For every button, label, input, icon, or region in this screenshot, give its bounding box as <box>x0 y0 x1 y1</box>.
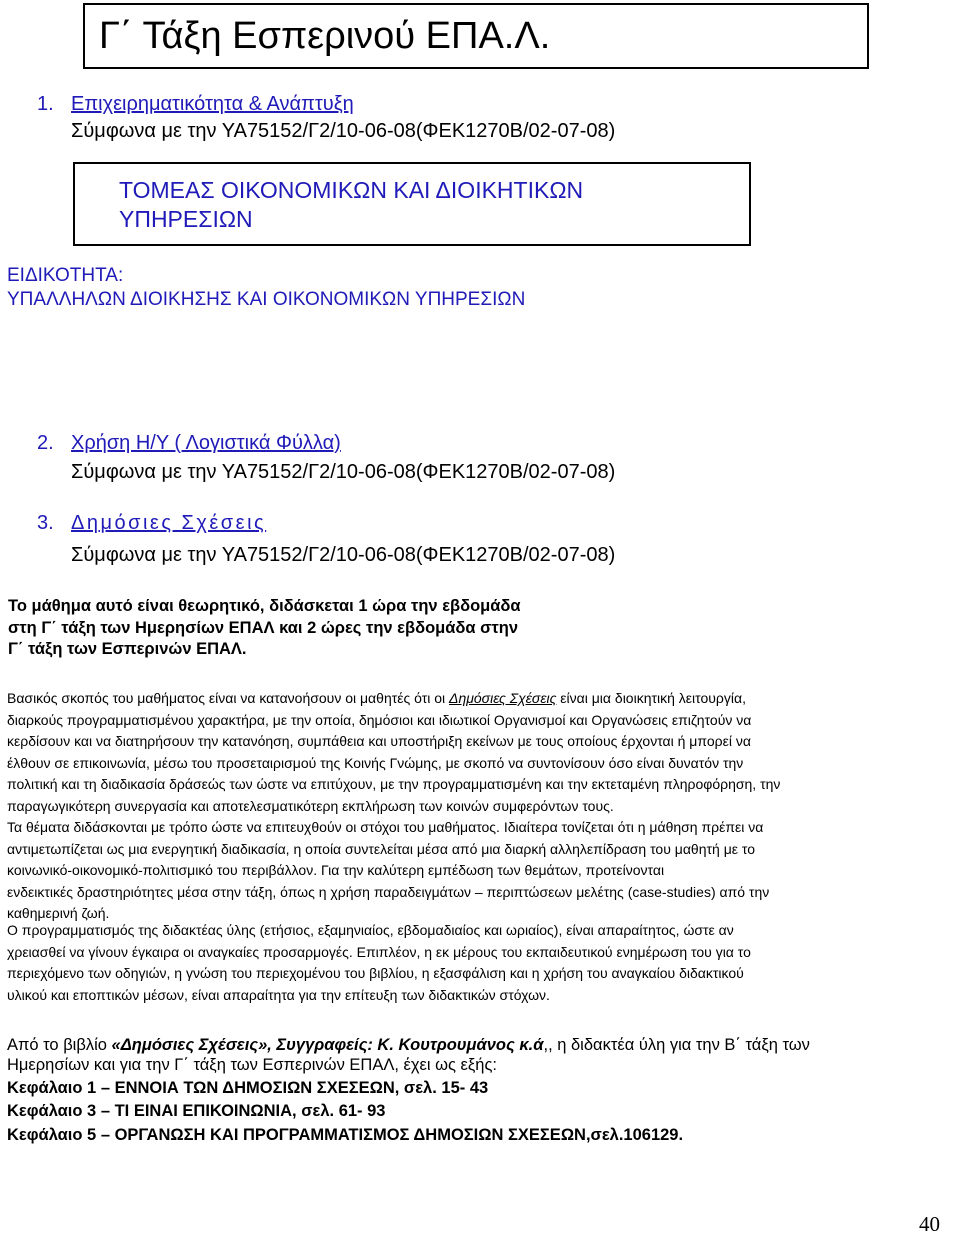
paragraph-line: Ο προγραμματισμός της διδακτέας ύλης (ετήσιος, εξαμηνιαίος, εβδομαδιαίος και ωριαίος), είναι απαραίτητος, ώστε αν <box>7 922 734 938</box>
paragraph-line: ενδεικτικές δραστηριότητες μέσα στην τάξη, όπως η χρήση παραδειγμάτων – περιπτώσεων μελέτης (case-studies) από την <box>7 883 770 900</box>
note-line: Το μάθημα αυτό είναι θεωρητικό, διδάσκεται 1 ώρα την εβδομάδα <box>8 597 521 615</box>
paragraph-purpose <box>7 688 947 817</box>
paragraph-line: περιεχόμενο των οδηγιών, η γνώση του περιεχομένου του βιβλίου, η εξασφάλιση και η χρήση του αναγκαίου διδακτικού <box>7 965 744 981</box>
paragraph-line: καθημερινή ζωή. <box>7 905 110 921</box>
course-number: 2. <box>37 432 54 454</box>
book-reference <box>7 1036 947 1075</box>
specialty-label: ΕΙΔΙΚΟΤΗΤΑ: <box>7 265 124 286</box>
specialty-value: ΥΠΑΛΛΗΛΩΝ ΔΙΟΙΚΗΣΗΣ ΚΑΙ ΟΙΚΟΝΟΜΙΚΩΝ ΥΠΗΡΕΣΙΩΝ <box>7 289 526 310</box>
paragraph-line: κοινωνικό-οικονομικό-πολιτισμικό του περιβάλλον. Για την καλύτερη εμπέδωση των θεμάτων, προτείνονται <box>7 862 665 878</box>
course-reference: Σύμφωνα με την ΥΑ75152/Γ2/10-06-08(ΦΕΚ1270Β/02-07-08) <box>71 461 616 483</box>
chapter-item: Κεφάλαιο 3 – ΤΙ ΕΙΝΑΙ ΕΠΙΚΟΙΝΩΝΙΑ, σελ. 61- 93 <box>7 1102 386 1120</box>
paragraph-line: Τα θέματα διδάσκονται με τρόπο ώστε να επιτευχθούν οι στόχοι του μαθήματος. Ιδιαίτερα τονίζεται ότι η μάθηση πρέπει να <box>7 819 764 835</box>
page-title: Γ΄ Τάξη Εσπερινού ΕΠΑ.Λ. <box>99 15 551 57</box>
sector-title-line2: ΥΠΗΡΕΣΙΩΝ <box>119 206 253 232</box>
course-reference: Σύμφωνα με την ΥΑ75152/Γ2/10-06-08(ΦΕΚ1270Β/02-07-08) <box>71 120 616 142</box>
course-name: Δημόσιες Σχέσεις <box>71 512 267 534</box>
paragraph-teaching <box>7 817 947 925</box>
emphasis-text: Δημόσιες Σχέσεις <box>449 690 557 706</box>
course-reference: Σύμφωνα με την ΥΑ75152/Γ2/10-06-08(ΦΕΚ1270Β/02-07-08) <box>71 544 616 566</box>
course-item-1 <box>37 91 354 117</box>
book-line: Ημερησίων και για την Γ΄ τάξη των Εσπερινών ΕΠΑΛ, έχει ως εξής: <box>7 1055 498 1074</box>
text-run: είναι μια διοικητική λειτουργία, <box>556 690 746 706</box>
chapter-item: Κεφάλαιο 5 – ΟΡΓΑΝΩΣΗ ΚΑΙ ΠΡΟΓΡΑΜΜΑΤΙΣΜΟΣ ΔΗΜΟΣΙΩΝ ΣΧΕΣΕΩΝ,σελ.106129. <box>7 1126 684 1144</box>
note-line: στη Γ΄ τάξη των Ημερησίων ΕΠΑΛ και 2 ώρες την εβδομάδα στην <box>8 618 519 637</box>
paragraph-line: έλθουν σε επικοινωνία, μέσω του προσεταιρισμού της Κοινής Γνώμης, με σκοπό να συντονίσουν όσο είναι δυνατόν την <box>7 754 744 771</box>
paragraph-line: πολιτική και τη διαδικασία δράσεώς των ώστε να επιτύχουν, με την προγραμματισμένη και την εκτεταμένη πληροφόρηση, την <box>7 776 781 792</box>
course-name: Επιχειρηματικότητα & Ανάπτυξη <box>71 93 354 115</box>
book-line <box>7 1036 947 1056</box>
paragraph-planning <box>7 920 947 1006</box>
paragraph-line: κερδίσουν και να διατηρήσουν την κατανόηση, συμπάθεια και υποστήριξη εκείνων με τους οποίους έρχονται ή μπορεί να <box>7 733 751 749</box>
course-number: 3. <box>37 512 54 534</box>
course-item-3 <box>37 510 266 536</box>
sector-box <box>73 162 751 246</box>
paragraph-line: αντιμετωπίζεται ως μια ενεργητική διαδικασία, η οποία συντελείται μέσα από μια διαρκή αλληλεπίδραση του μαθητή με το <box>7 840 756 857</box>
sector-title-line1: ΤΟΜΕΑΣ ΟΙΚΟΝΟΜΙΚΩΝ ΚΑΙ ΔΙΟΙΚΗΤΙΚΩΝ <box>119 177 584 203</box>
note-line: Γ΄ τάξη των Εσπερινών ΕΠΑΛ. <box>8 640 247 658</box>
title-box <box>83 3 869 69</box>
text-run: ,, η διδακτέα ύλη για την Β΄ τάξη των <box>543 1036 810 1054</box>
course-item-2 <box>37 430 341 456</box>
course-name: Χρήση Η/Υ ( Λογιστικά Φύλλα) <box>71 432 341 454</box>
paragraph-line: χρειασθεί να γίνουν έγκαιρα οι αναγκαίες προσαρμογές. Επιπλέον, η εκ μέρους του εκπαιδευτικού ενημέρωση του για το <box>7 943 751 960</box>
text-run: Βασικός σκοπός του μαθήματος είναι να κατανοήσουν οι μαθητές ότι οι <box>7 690 450 706</box>
chapter-item: Κεφάλαιο 1 – ΕΝΝΟΙΑ ΤΩΝ ΔΗΜΟΣΙΩΝ ΣΧΕΣΕΩΝ, σελ. 15- 43 <box>7 1079 489 1097</box>
page-number: 40 <box>919 1212 940 1236</box>
text-run: Από το βιβλίο <box>7 1036 112 1054</box>
paragraph-line: διαρκούς προγραμματισμένου χαρακτήρα, με την οποία, δημόσιοι και ιδιωτικοί Οργανισμοί και Οργανώσεις επιζητούν να <box>7 711 752 728</box>
book-title: «Δημόσιες Σχέσεις», Συγγραφείς: Κ. Κουτρουμάνος κ.ά <box>111 1036 544 1054</box>
paragraph-line: υλικού και εποπτικών μέσων, είναι απαραίτητα για την επίτευξη των διδακτικών στόχων. <box>7 986 550 1003</box>
course-number: 1. <box>37 93 54 115</box>
hours-note <box>8 596 648 661</box>
sector-title <box>119 176 583 234</box>
paragraph-line: παραγωγικότερη συνεργασία και αποτελεσματικότερη εκπλήρωση των κοινών συμφερόντων τους. <box>7 797 614 814</box>
paragraph-line <box>7 688 947 710</box>
